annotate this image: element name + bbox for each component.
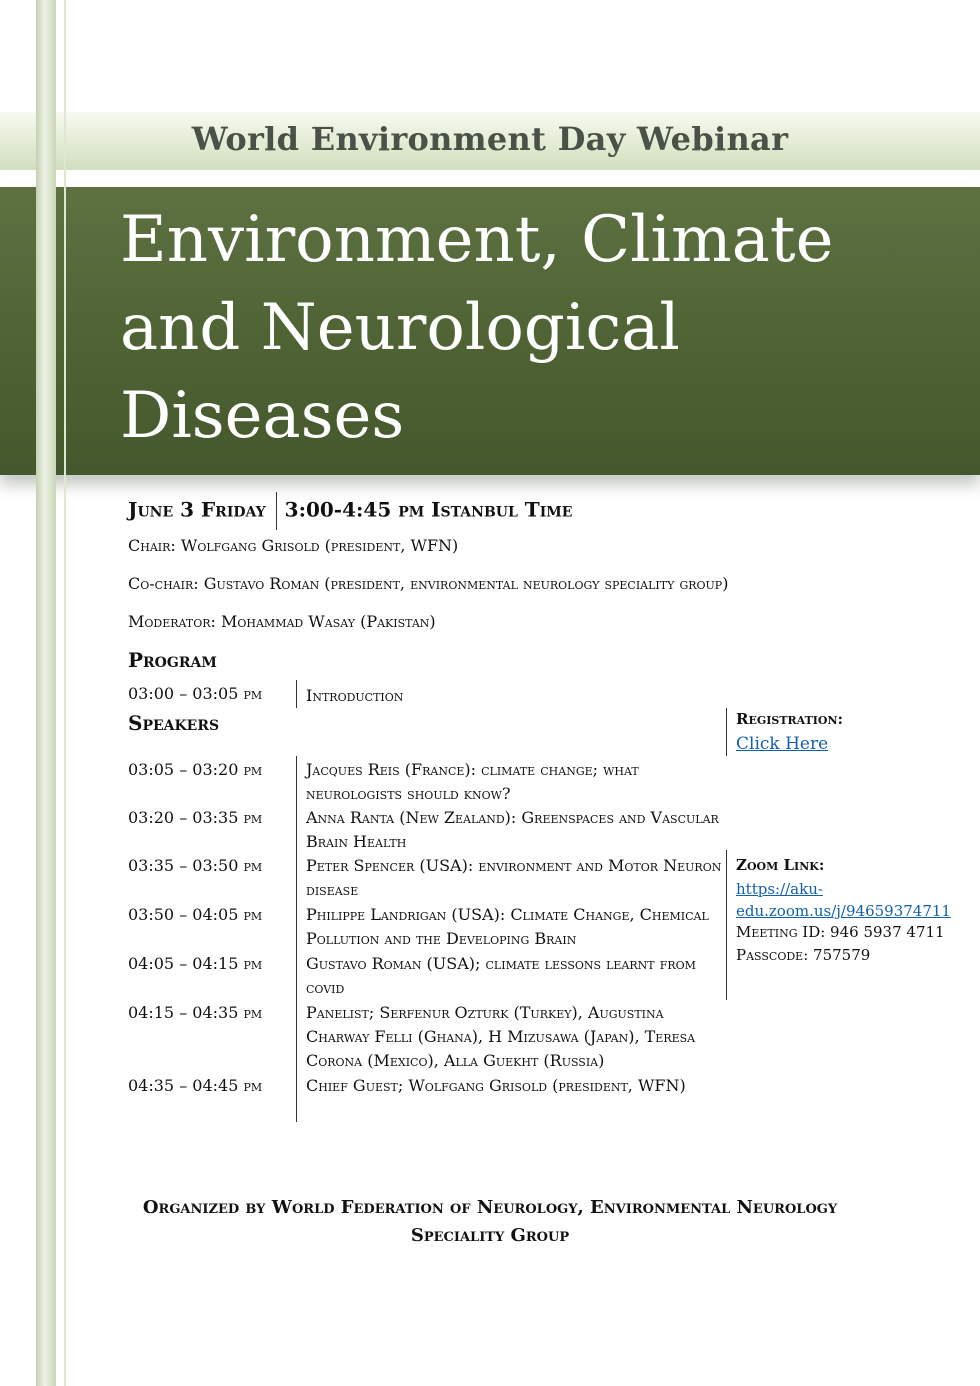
speaker-7-text: Chief Guest; Wolfgang Grisold (president, WFN) — [306, 1076, 686, 1095]
passcode: Passcode: 757579 — [736, 946, 871, 964]
vertical-decor-line — [64, 0, 66, 1386]
chair-line: Chair: Wolfgang Grisold (president, WFN) — [128, 536, 459, 555]
date-divider — [276, 492, 277, 530]
zoom-url-line-2[interactable]: edu.zoom.us/j/94659374711 — [736, 902, 951, 920]
organizer-footer — [100, 1194, 880, 1250]
speakers-heading: Speakers — [128, 711, 220, 735]
moderator-line: Moderator: Mohammad Wasay (Pakistan) — [128, 612, 436, 631]
zoom-link[interactable] — [736, 878, 951, 922]
footer-line-2: Speciality Group — [410, 1225, 570, 1246]
webinar-subtitle: World Environment Day Webinar — [191, 120, 789, 158]
title-line-2: and Neurological — [120, 291, 680, 365]
speaker-3-text: Peter Spencer (USA): environment and Motor Neuron disease — [306, 856, 722, 899]
registration-divider — [726, 708, 727, 756]
speaker-4-text: Philippe Landrigan (USA): Climate Change, Chemical Pollution and the Developing Brain — [306, 905, 709, 948]
speaker-7-time: 04:35 – 04:45 pm — [128, 1076, 263, 1095]
zoom-url-line-1[interactable]: https://aku- — [736, 880, 823, 898]
speaker-1-time: 03:05 – 03:20 pm — [128, 760, 263, 779]
co-chair-line: Co-chair: Gustavo Roman (president, environmental neurology speciality group) — [128, 574, 729, 593]
webinar-title — [120, 196, 970, 460]
event-date: June 3 Friday — [128, 497, 266, 522]
intro-divider — [296, 680, 297, 708]
registration-label: Registration: — [736, 710, 844, 728]
vertical-decor-bar — [36, 0, 56, 1386]
intro-text: Introduction — [306, 686, 404, 705]
speaker-2-text: Anna Ranta (New Zealand): Greenspaces and Vascular Brain Health — [306, 808, 719, 851]
zoom-divider — [726, 850, 727, 1000]
registration-link[interactable]: Click Here — [736, 734, 829, 754]
speaker-5-text: Gustavo Roman (USA); climate lessons learnt from covid — [306, 954, 696, 997]
event-date-time — [128, 492, 572, 530]
title-line-3: Diseases — [120, 379, 405, 453]
zoom-label: Zoom Link: — [736, 856, 825, 874]
speaker-2-time: 03:20 – 03:35 pm — [128, 808, 263, 827]
footer-line-1: Organized by World Federation of Neurology, Environmental Neurology — [142, 1197, 838, 1218]
speaker-1-text: Jacques Reis (France): climate change; what neurologists should know? — [306, 760, 639, 803]
speaker-3-time: 03:35 – 03:50 pm — [128, 856, 263, 875]
program-heading: Program — [128, 648, 217, 672]
intro-time: 03:00 – 03:05 pm — [128, 684, 263, 703]
speaker-4-time: 03:50 – 04:05 pm — [128, 905, 263, 924]
speakers-divider — [296, 756, 297, 1122]
title-line-1: Environment, Climate — [120, 203, 834, 277]
speaker-6-text: Panelist; Serfenur Ozturk (Turkey), Augustina Charway Felli (Ghana), H Mizusawa (Japan), Teresa Corona (Mexico), Alla Guekht (Russia) — [306, 1003, 696, 1070]
speaker-5-time: 04:05 – 04:15 pm — [128, 954, 263, 973]
speaker-6-time: 04:15 – 04:35 pm — [128, 1003, 263, 1022]
meeting-id: Meeting ID: 946 5937 4711 — [736, 923, 945, 941]
event-time: 3:00-4:45 pm Istanbul Time — [284, 497, 573, 522]
